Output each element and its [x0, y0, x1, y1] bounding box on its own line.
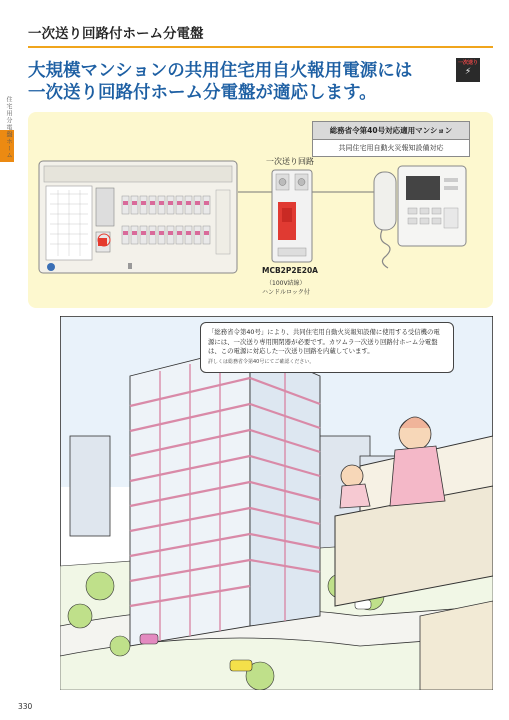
page-number: 330: [18, 702, 33, 711]
headline-line-2: 一次送り回路付ホーム分電盤が適応します。: [28, 83, 377, 103]
circuit-label: 一次送り回路: [266, 157, 314, 166]
header-divider: [28, 46, 493, 48]
product-model: MCB2P2E20A: [262, 266, 318, 275]
headline: [28, 60, 448, 104]
product-wiring-note: （100V結線）: [266, 280, 306, 287]
regulation-callout: [200, 322, 454, 373]
fire-alarm-receiver-illustration: [370, 162, 470, 274]
headline-line-1: 大規模マンションの共用住宅用自火報用電源には: [28, 61, 413, 81]
page-header-title: 一次送り回路付ホーム分電盤: [28, 26, 204, 42]
spec-box-subtitle: 共同住宅用自動火災報知設備対応: [338, 144, 444, 152]
callout-note: 詳しくは総務省令第40号にてご確認ください。: [208, 358, 315, 365]
lightning-icon: ⚡: [464, 67, 472, 77]
spec-box: [312, 121, 470, 157]
sidebar-section-label: 住宅用分電盤ホーム: [5, 96, 12, 159]
breaker-illustration: [270, 168, 314, 264]
spec-box-title: 総務省令第40号対応適用マンション: [313, 122, 469, 140]
product-lock-note: ハンドルロック付: [262, 289, 310, 296]
callout-body: 「総務省令第40号」により、共同住宅用自動火災報知設備に使用する受信機の電源には、一次送り専用開閉器が必要です。カワムラ一次送り回路付ホーム分電盤は、この電源に対応した一次送り回路を内蔵しています。: [208, 328, 440, 355]
distribution-board-illustration: [38, 160, 238, 278]
badge-label: 一次送り: [457, 60, 478, 66]
feature-badge: [456, 58, 480, 82]
